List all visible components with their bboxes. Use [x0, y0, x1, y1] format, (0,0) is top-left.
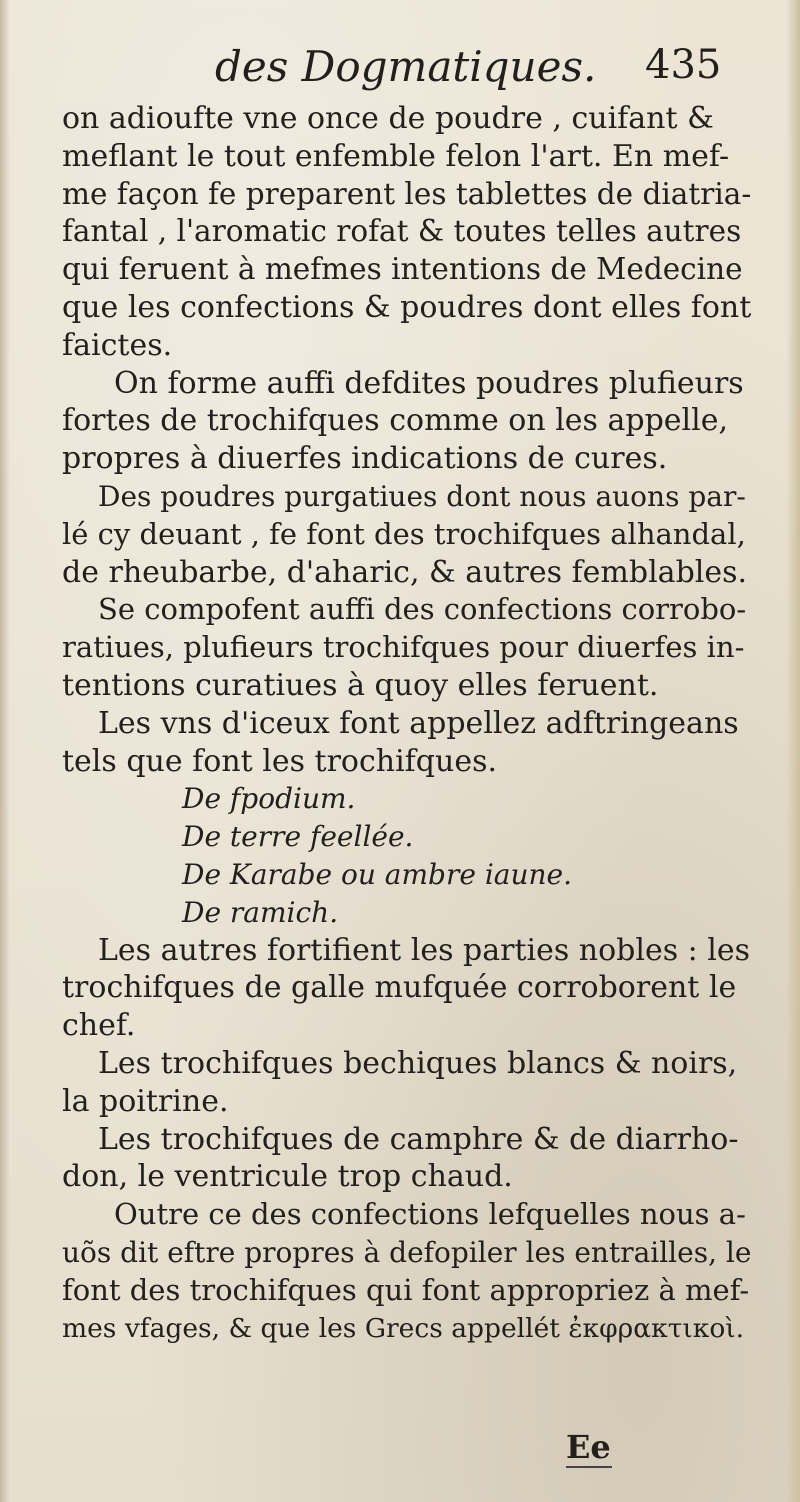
list-item: De Karabe ou ambre iaune. [182, 857, 573, 891]
text-line: font des trochifques qui font appropriez à mef- [62, 1272, 750, 1307]
body-text [62, 100, 752, 1347]
text-line: On forme auffi defdites poudres plufieurs [114, 365, 744, 401]
page-footer [0, 1420, 800, 1480]
text-line: trochifques de galle mufquée corroborent le [62, 970, 737, 1006]
list-item: De ramich. [182, 895, 339, 929]
running-title: des Dogmatiques. [215, 42, 597, 91]
page-number: 435 [645, 42, 722, 88]
text-line: lé cy deuant , fe font des trochifques alhandal, [62, 516, 746, 551]
text-line: Les trochifques de camphre & de diarrho- [98, 1121, 739, 1157]
text-line: de rheubarbe, d'aharic, & autres femblables. [62, 554, 748, 590]
page-header [0, 40, 800, 100]
signature-rule [566, 1466, 612, 1468]
page-edge-right [786, 0, 800, 1502]
text-line: Outre ce des confections lefquelles nous a- [114, 1197, 746, 1232]
text-line: fortes de trochifques comme on les appelle, [62, 403, 729, 439]
text-line: don, le ventricule trop chaud. [62, 1159, 513, 1195]
text-line: me façon fe preparent les tablettes de diatria- [62, 176, 752, 211]
signature-mark: Ee [566, 1428, 611, 1466]
text-line: tentions curatiues à quoy elles feruent. [62, 667, 659, 703]
list-item: De terre feellée. [182, 820, 414, 854]
text-line: Des poudres purgatiues dont nous auons par- [98, 479, 746, 513]
text-line: on adioufte vne once de poudre , cuifant & [62, 101, 714, 136]
text-line: propres à diuerfes indications de cures. [62, 441, 668, 477]
text-line: qui feruent à mefmes intentions de Medecine [62, 252, 743, 287]
text-line: Se compofent auffi des confections corrobo- [98, 592, 747, 627]
text-line: ratiues, plufieurs trochifques pour diuerfes in- [62, 630, 745, 665]
text-line: faictes. [62, 327, 173, 363]
text-line: fantal , l'aromatic rofat & toutes telles autres [62, 214, 742, 249]
list-item: De fpodium. [182, 782, 356, 816]
text-line: chef. [62, 1008, 136, 1044]
text-line: Les trochifques bechiques blancs & noirs, [98, 1045, 738, 1081]
text-line: Les autres fortifient les parties nobles : les [98, 932, 751, 968]
text-line: Les vns d'iceux font appellez adftringeans [98, 705, 739, 741]
text-line: meflant le tout enfemble felon l'art. En mef- [62, 138, 730, 174]
text-line: mes vfages, & que les Grecs appellét ἐκφρακτικοὶ. [62, 1312, 745, 1344]
page-edge-left [0, 0, 10, 1502]
text-line: uõs dit eftre propres à defopiler les entrailles, le [62, 1235, 752, 1269]
text-line: que les confections & poudres dont elles font [62, 289, 752, 325]
text-line: la poitrine. [62, 1083, 229, 1119]
text-line: tels que font les trochifques. [62, 743, 497, 779]
